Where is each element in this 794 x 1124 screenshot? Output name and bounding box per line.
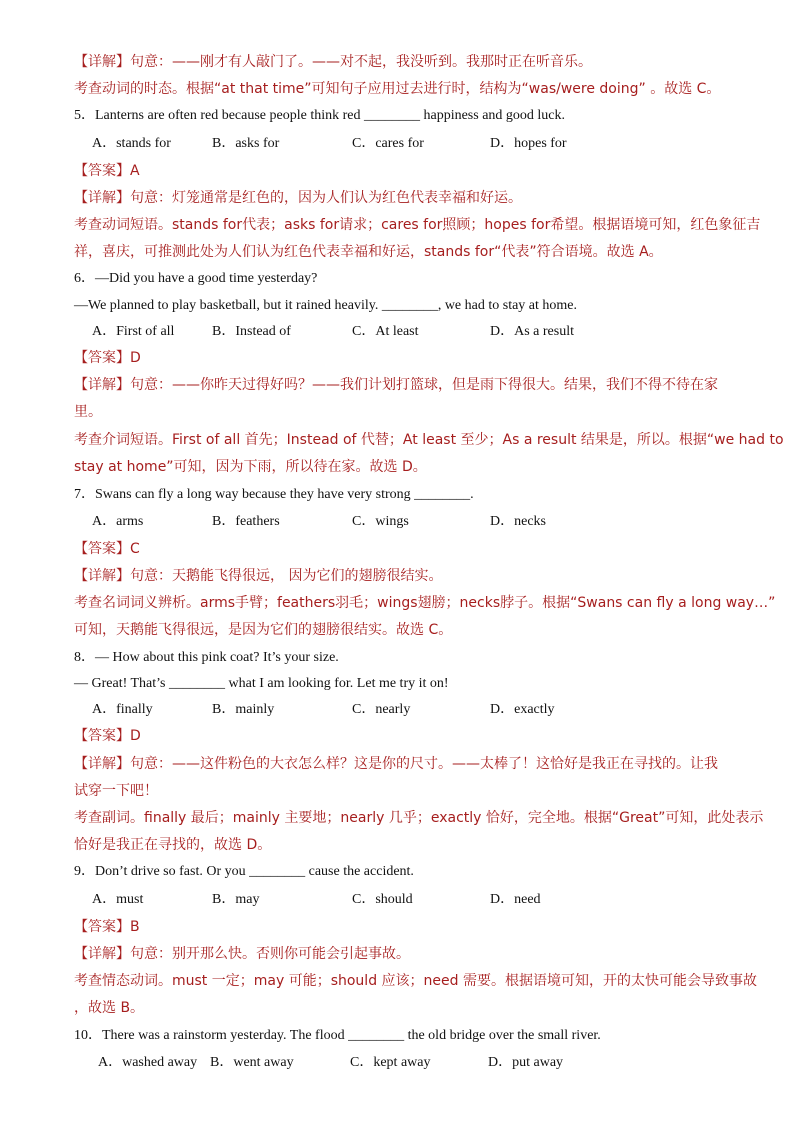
option-d: D．necks: [490, 514, 546, 529]
question-6b: —We planned to play basketball, but it rained heavily. ________, we had to stay at home.: [74, 298, 578, 313]
question-5: 5．Lanterns are often red because people think red ________ happiness and good luck.: [74, 108, 566, 123]
question-9: 9．Don’t drive so fast. Or you ________ cause the accident.: [74, 864, 414, 879]
explanation-6a: 【详解】句意：——你昨天过得好吗？——我们计划打篮球，但是雨下得很大。结果，我们不得不待在家: [74, 377, 718, 393]
option-b: B．may: [212, 892, 260, 907]
analysis-5a: 考查动词短语。stands for代表；asks for请求；cares for照顾；hopes for希望。根据语境可知，红色象征吉: [74, 217, 761, 233]
question-7: 7．Swans can fly a long way because they have very strong ________.: [74, 487, 474, 502]
question-10: 10．There was a rainstorm yesterday. The flood ________ the old bridge over the small river.: [74, 1028, 601, 1043]
answer-5: 【答案】A: [74, 163, 140, 179]
question-8b: — Great! That’s ________ what I am looking for. Let me try it on!: [74, 676, 449, 691]
explanation-6b: 里。: [74, 404, 102, 420]
question-6a: 6．—Did you have a good time yesterday?: [74, 271, 318, 286]
options-q5: [92, 134, 712, 154]
option-c: C．At least: [352, 324, 419, 339]
analysis-7a: 考查名词词义辨析。arms手臂；feathers羽毛；wings翅膀；necks脖子。根据“Swans can fly a long way…”: [74, 595, 776, 611]
options-q7: [92, 512, 712, 532]
analysis-7b: 可知，天鹅能飞得很远，是因为它们的翅膀很结实。故选 C。: [74, 622, 453, 638]
option-d: D．put away: [488, 1055, 564, 1070]
analysis-6a: 考查介词短语。First of all 首先；Instead of 代替；At least 至少；As a result 结果是，所以。根据“we had to: [74, 432, 784, 448]
option-c: C．should: [352, 892, 413, 907]
option-a: A．must: [92, 892, 144, 907]
option-c: C．cares for: [352, 136, 424, 151]
answer-9: 【答案】B: [74, 919, 140, 935]
question-8a: 8．— How about this pink coat? It’s your size.: [74, 650, 339, 665]
analysis-9b: ，故选 B。: [74, 1000, 145, 1016]
option-a: A．finally: [92, 702, 153, 717]
option-c: C．kept away: [350, 1055, 431, 1070]
analysis-6b: stay at home”可知，因为下雨，所以待在家。故选 D。: [74, 459, 427, 475]
option-b: B．mainly: [212, 702, 275, 717]
explanation-9: 【详解】句意：别开那么快。否则你可能会引起事故。: [74, 946, 410, 962]
option-b: B．feathers: [212, 514, 280, 529]
option-b: B．Instead of: [212, 324, 291, 339]
analysis-8b: 恰好是我正在寻找的，故选 D。: [74, 837, 272, 853]
option-d: D．need: [490, 892, 541, 907]
explanation-8b: 试穿一下吧！: [74, 783, 158, 799]
analysis-5b: 祥，喜庆，可推测此处为人们认为红色代表幸福和好运，stands for“代表”符合语境。故选 A。: [74, 244, 663, 260]
option-a: A．First of all: [92, 324, 175, 339]
option-a: A．arms: [92, 514, 144, 529]
answer-8: 【答案】D: [74, 728, 141, 744]
option-d: D．hopes for: [490, 136, 567, 151]
option-a: A．stands for: [92, 136, 171, 151]
answer-7: 【答案】C: [74, 541, 140, 557]
explanation-line: 【详解】句意：——刚才有人敲门了。——对不起，我没听到。我那时正在听音乐。: [74, 54, 592, 70]
explanation-8a: 【详解】句意：——这件粉色的大衣怎么样？这是你的尺寸。——太棒了！这恰好是我正在寻找的。让我: [74, 756, 718, 772]
option-b: B．went away: [210, 1055, 294, 1070]
option-c: C．nearly: [352, 702, 411, 717]
option-d: D．As a result: [490, 324, 574, 339]
analysis-9a: 考查情态动词。must 一定；may 可能；should 应该；need 需要。根据语境可知，开的太快可能会导致事故: [74, 973, 757, 989]
option-d: D．exactly: [490, 702, 555, 717]
options-q9: [92, 890, 712, 910]
answer-6: 【答案】D: [74, 350, 141, 366]
options-q6: [92, 322, 712, 342]
options-q10: [98, 1053, 718, 1073]
option-b: B．asks for: [212, 136, 280, 151]
analysis-line: 考查动词的时态。根据“at that time”可知句子应用过去进行时，结构为“was/were doing” 。故选 C。: [74, 81, 721, 97]
option-a: A．washed away: [98, 1055, 198, 1070]
explanation-5: 【详解】句意：灯笼通常是红色的，因为人们认为红色代表幸福和好运。: [74, 190, 522, 206]
analysis-8a: 考查副词。finally 最后；mainly 主要地；nearly 几乎；exactly 恰好，完全地。根据“Great”可知，此处表示: [74, 810, 764, 826]
option-c: C．wings: [352, 514, 409, 529]
explanation-7: 【详解】句意：天鹅能飞得很远， 因为它们的翅膀很结实。: [74, 568, 443, 584]
options-q8: [92, 700, 712, 720]
